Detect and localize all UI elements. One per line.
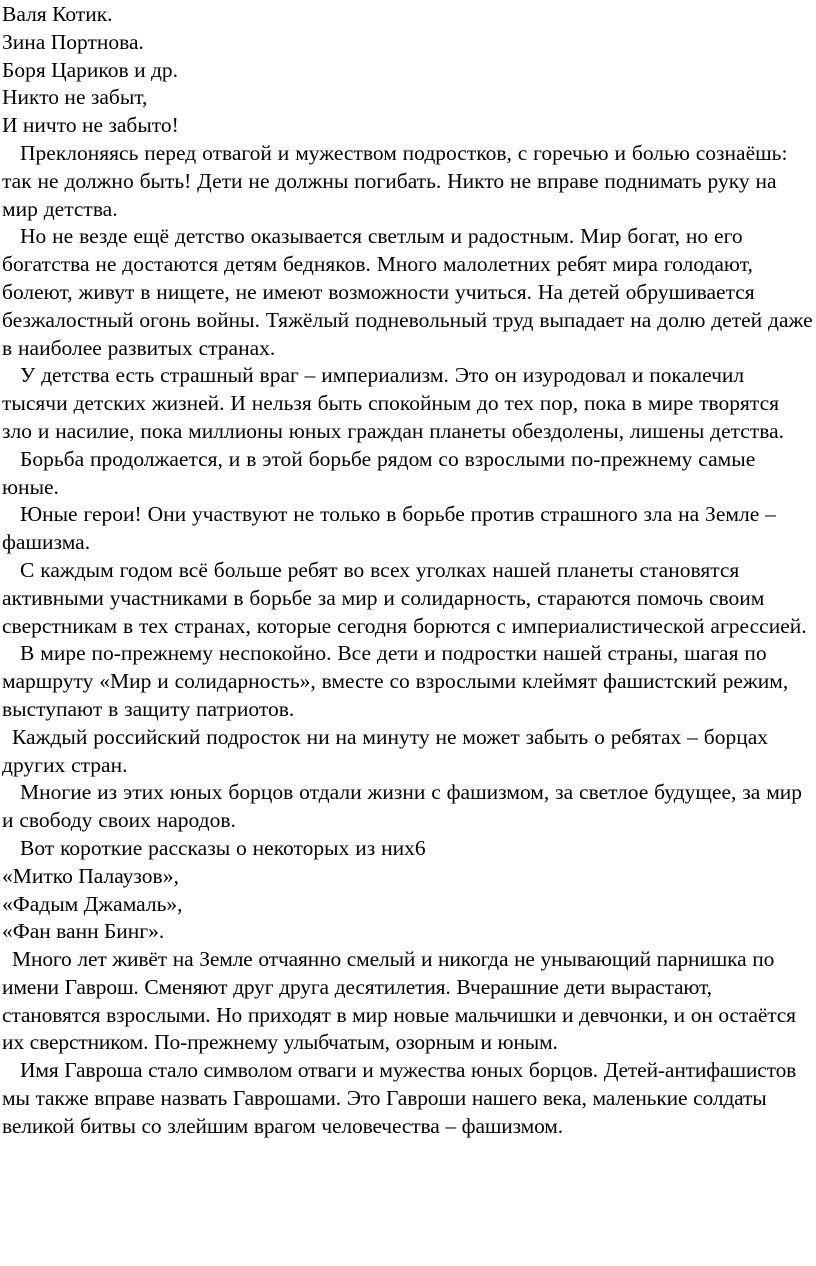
story-title: «Митко Палаузов»,	[2, 863, 179, 888]
paragraph: Каждый российский подросток ни на минуту не может забыть о ребятах – борцах других стран.	[2, 724, 769, 777]
paragraph: У детства есть страшный враг – империализм. Это он изуродовал и покалечил тысячи детских жизней. И нельзя быть спокойным до тех пор, пока в мире творятся зло и насилие, пока миллионы юных граждан планеты обездолены, лишены детства.	[2, 363, 785, 443]
hero-name-line: Валя Котик.	[2, 2, 113, 26]
paragraph: С каждым годом всё больше ребят во всех уголках нашей планеты становятся активными участниками в борьбе за мир и солидарность, стараются помочь своим сверстникам в тех странах, которые сегодня борются с империалистической агрессией.	[2, 557, 807, 638]
story-title: «Фан ванн Бинг».	[2, 919, 165, 944]
document-page	[2, 1, 814, 1141]
hero-name-line: Зина Портнова.	[2, 29, 144, 54]
paragraph: Но не везде ещё детство оказывается светлым и радостным. Мир богат, но его богатства не достаются детям бедняков. Много малолетних ребят мира голодают, болеют, живут в нищете, не имеют возможности учиться. На детей обрушивается безжалостный огонь войны. Тяжёлый подневольный труд выпадает на долю детей даже в наиболее развитых странах.	[2, 224, 813, 360]
motto-line: Никто не забыт,	[2, 85, 148, 110]
paragraph: Преклоняясь перед отвагой и мужеством подростков, с горечью и болью сознаёшь: так не должно быть! Дети не должны погибать. Никто не вправе поднимать руку на мир детства.	[2, 140, 788, 221]
paragraph: Борьба продолжается, и в этой борьбе рядом со взрослыми по-прежнему самые юные.	[2, 446, 756, 499]
stories-intro: Вот короткие рассказы о некоторых из них6	[20, 835, 426, 860]
story-title: «Фадым Джамаль»,	[2, 891, 183, 916]
paragraph: В мире по-прежнему неспокойно. Все дети и подростки нашей страны, шагая по маршруту «Мир и солидарность», вместе со взрослыми клеймят фашистский режим, выступают в защиту патриотов.	[2, 641, 789, 721]
paragraph: Юные герои! Они участвуют не только в борьбе против страшного зла на Земле – фашизма.	[2, 502, 776, 555]
paragraph: Много лет живёт на Земле отчаянно смелый и никогда не унывающий парнишка по имени Гаврош. Сменяют друг друга десятилетия. Вчерашние дети вырастают, становятся взрослыми. Но приходят в мир новые мальчишки и девчонки, и он остаётся их сверстником. По-прежнему улыбчатым, озорным и юным.	[2, 947, 796, 1055]
motto-line: И ничто не забыто!	[2, 113, 179, 138]
hero-name-line: Боря Цариков и др.	[2, 57, 179, 82]
paragraph: Многие из этих юных борцов отдали жизни с фашизмом, за светлое будущее, за мир и свободу своих народов.	[2, 780, 803, 833]
paragraph: Имя Гавроша стало символом отваги и мужества юных борцов. Детей-антифашистов мы также вправе назвать Гаврошами. Это Гавроши нашего века, маленькие солдаты великой битвы со злейшим врагом человечества – фашизмом.	[2, 1058, 797, 1138]
